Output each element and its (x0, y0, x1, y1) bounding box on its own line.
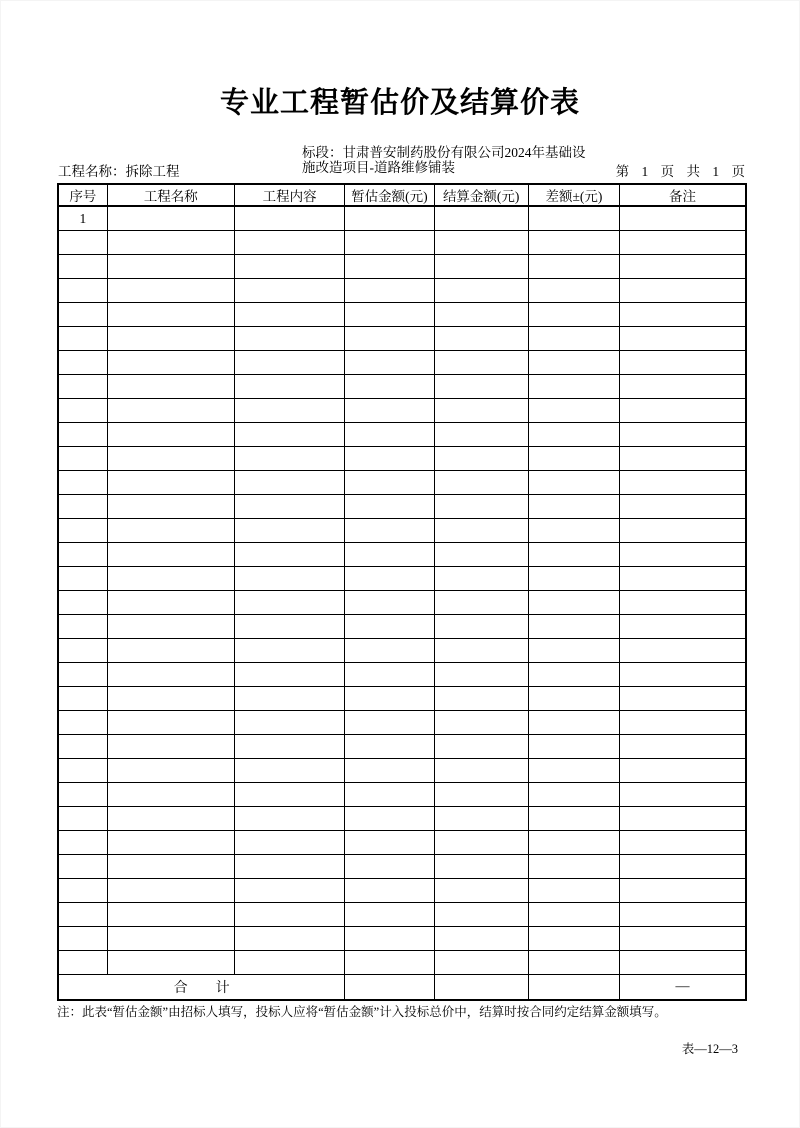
table-cell (235, 831, 345, 855)
table-cell (345, 495, 434, 519)
table-cell (235, 255, 345, 279)
table-cell (58, 687, 107, 711)
table-cell (345, 206, 434, 231)
table-cell (107, 663, 234, 687)
table-cell (345, 423, 434, 447)
table-cell (528, 687, 619, 711)
table-cell (235, 206, 345, 231)
table-cell (58, 327, 107, 351)
table-cell (528, 543, 619, 567)
table-cell (58, 255, 107, 279)
table-cell (620, 495, 746, 519)
table-cell (58, 759, 107, 783)
page-indicator: 第 1 页 共 1 页 (615, 164, 745, 179)
table-cell (58, 951, 107, 975)
column-header-5: 差额±(元) (528, 184, 619, 206)
table-cell (235, 711, 345, 735)
table-cell (107, 783, 234, 807)
table-cell (434, 567, 528, 591)
table-cell (434, 206, 528, 231)
table-cell (235, 879, 345, 903)
table-cell (528, 663, 619, 687)
table-cell (528, 879, 619, 903)
table-cell (345, 567, 434, 591)
table-cell (107, 495, 234, 519)
table-cell (620, 951, 746, 975)
document-meta (57, 143, 747, 181)
table-cell (235, 759, 345, 783)
table-cell (58, 711, 107, 735)
table-cell (58, 543, 107, 567)
table-cell (620, 855, 746, 879)
table-row (58, 687, 746, 711)
table-cell (434, 423, 528, 447)
table-cell (107, 231, 234, 255)
table-row (58, 519, 746, 543)
table-cell (528, 471, 619, 495)
table-cell (107, 591, 234, 615)
table-cell (434, 639, 528, 663)
table-cell (528, 831, 619, 855)
table-cell (345, 327, 434, 351)
table-cell (107, 759, 234, 783)
table-cell (620, 543, 746, 567)
total-estimate-cell (345, 975, 434, 1001)
table-cell (107, 831, 234, 855)
table-cell (528, 399, 619, 423)
table-cell (528, 807, 619, 831)
table-cell (345, 759, 434, 783)
table-cell (620, 471, 746, 495)
table-cell (107, 711, 234, 735)
table-row (58, 927, 746, 951)
table-row (58, 879, 746, 903)
table-cell (434, 447, 528, 471)
table-cell (345, 255, 434, 279)
table-cell (235, 591, 345, 615)
table-cell (345, 399, 434, 423)
table-cell (107, 879, 234, 903)
table-row (58, 903, 746, 927)
table-cell (58, 423, 107, 447)
table-cell (620, 663, 746, 687)
table-cell (345, 471, 434, 495)
table-cell (620, 447, 746, 471)
table-cell (620, 206, 746, 231)
table-cell (235, 807, 345, 831)
column-header-2: 工程内容 (235, 184, 345, 206)
table-cell (528, 279, 619, 303)
table-cell (620, 231, 746, 255)
table-cell (235, 663, 345, 687)
table-cell (434, 615, 528, 639)
table-row (58, 255, 746, 279)
table-cell (434, 591, 528, 615)
table-cell (345, 375, 434, 399)
table-row (58, 639, 746, 663)
table-cell (107, 206, 234, 231)
table-cell (58, 495, 107, 519)
table-cell (528, 951, 619, 975)
table-cell (345, 903, 434, 927)
table-cell (434, 903, 528, 927)
table-cell (345, 735, 434, 759)
table-cell (345, 855, 434, 879)
table-cell (434, 231, 528, 255)
table-row (58, 855, 746, 879)
table-cell (345, 543, 434, 567)
table-cell (528, 447, 619, 471)
table-cell (107, 615, 234, 639)
table-cell (434, 735, 528, 759)
table-cell (620, 783, 746, 807)
table-cell (58, 783, 107, 807)
table-cell (107, 639, 234, 663)
column-header-4: 结算金额(元) (434, 184, 528, 206)
table-cell (528, 519, 619, 543)
table-cell (58, 519, 107, 543)
table-cell (434, 687, 528, 711)
table-cell (434, 711, 528, 735)
table-header-row (58, 184, 746, 206)
section-value: 甘肃普安制药股份有限公司2024年基础设施改造项目-道路维修铺装 (302, 145, 586, 175)
table-cell (528, 711, 619, 735)
table-cell (58, 855, 107, 879)
table-row (58, 543, 746, 567)
form-number: 表—12—3 (681, 1042, 738, 1056)
table-cell (58, 639, 107, 663)
table-cell (235, 615, 345, 639)
table-cell (434, 783, 528, 807)
table-cell (528, 206, 619, 231)
table-cell (345, 783, 434, 807)
table-cell (107, 303, 234, 327)
total-label: 合 计 (58, 975, 345, 1001)
table-cell (620, 879, 746, 903)
table-cell (58, 903, 107, 927)
table-cell (528, 759, 619, 783)
table-cell (107, 351, 234, 375)
table-row (58, 495, 746, 519)
table-body (58, 206, 746, 1000)
table-row (58, 807, 746, 831)
table-cell (528, 567, 619, 591)
table-cell: 1 (58, 206, 107, 231)
table-cell (434, 351, 528, 375)
table-row (58, 206, 746, 231)
table-cell (345, 303, 434, 327)
table-cell (620, 255, 746, 279)
table-cell (620, 615, 746, 639)
table-cell (620, 807, 746, 831)
table-cell (345, 231, 434, 255)
table-cell (620, 591, 746, 615)
table-row (58, 591, 746, 615)
table-row (58, 783, 746, 807)
table-cell (345, 831, 434, 855)
table-cell (620, 567, 746, 591)
project-name (58, 164, 180, 179)
table-cell (528, 423, 619, 447)
table-cell (107, 927, 234, 951)
table-cell (528, 615, 619, 639)
table-cell (345, 615, 434, 639)
table-cell (58, 447, 107, 471)
table-cell (58, 351, 107, 375)
table-cell (620, 903, 746, 927)
table-cell (107, 423, 234, 447)
table-cell (528, 639, 619, 663)
total-remark-cell: — (620, 975, 746, 1001)
table-cell (107, 279, 234, 303)
table-cell (107, 687, 234, 711)
table-cell (528, 783, 619, 807)
table-cell (107, 855, 234, 879)
table-cell (620, 279, 746, 303)
total-settlement-cell (434, 975, 528, 1001)
table-cell (235, 351, 345, 375)
table-cell (345, 687, 434, 711)
total-row (58, 975, 746, 1001)
table-cell (528, 231, 619, 255)
column-header-6: 备注 (620, 184, 746, 206)
project-name-value: 拆除工程 (125, 164, 180, 179)
table-cell (620, 351, 746, 375)
table-cell (434, 663, 528, 687)
table-cell (58, 927, 107, 951)
table-cell (528, 327, 619, 351)
table-cell (107, 255, 234, 279)
table-cell (620, 327, 746, 351)
table-cell (345, 519, 434, 543)
project-name-label: 工程名称： (58, 164, 126, 179)
table-cell (235, 543, 345, 567)
estimate-settlement-table (57, 183, 747, 1001)
table-cell (107, 471, 234, 495)
table-cell (528, 255, 619, 279)
table-cell (620, 735, 746, 759)
table-cell (107, 327, 234, 351)
table-cell (107, 567, 234, 591)
table-cell (528, 351, 619, 375)
table-cell (58, 471, 107, 495)
table-cell (620, 519, 746, 543)
table-cell (58, 663, 107, 687)
table-row (58, 567, 746, 591)
table-cell (235, 951, 345, 975)
section-info (302, 145, 594, 175)
table-cell (434, 279, 528, 303)
table-cell (235, 495, 345, 519)
table-cell (620, 639, 746, 663)
table-cell (58, 615, 107, 639)
table-row (58, 759, 746, 783)
table-cell (620, 831, 746, 855)
table-cell (107, 447, 234, 471)
table-cell (235, 567, 345, 591)
table-cell (58, 399, 107, 423)
table-cell (235, 399, 345, 423)
table-cell (107, 375, 234, 399)
total-difference-cell (528, 975, 619, 1001)
table-cell (345, 879, 434, 903)
table-cell (620, 399, 746, 423)
table-row (58, 303, 746, 327)
table-cell (434, 831, 528, 855)
table-row (58, 231, 746, 255)
table-cell (620, 711, 746, 735)
table-cell (235, 783, 345, 807)
table-cell (620, 927, 746, 951)
table-cell (528, 375, 619, 399)
column-header-3: 暂估金额(元) (345, 184, 434, 206)
table-row (58, 351, 746, 375)
table-cell (434, 951, 528, 975)
document-title: 专业工程暂估价及结算价表 (219, 87, 580, 119)
table-cell (235, 447, 345, 471)
table-row (58, 735, 746, 759)
table-cell (107, 951, 234, 975)
table-cell (434, 375, 528, 399)
table-row (58, 375, 746, 399)
table-cell (434, 255, 528, 279)
table-cell (235, 735, 345, 759)
table-row (58, 423, 746, 447)
table-cell (528, 735, 619, 759)
table-cell (107, 903, 234, 927)
table-cell (235, 927, 345, 951)
table-cell (434, 495, 528, 519)
table-cell (434, 759, 528, 783)
table-cell (345, 639, 434, 663)
table-cell (434, 519, 528, 543)
table-cell (528, 927, 619, 951)
table-cell (58, 831, 107, 855)
table-cell (434, 855, 528, 879)
column-header-1: 工程名称 (107, 184, 234, 206)
table-row (58, 663, 746, 687)
table-cell (345, 447, 434, 471)
table-cell (620, 687, 746, 711)
table-cell (528, 855, 619, 879)
table-cell (235, 471, 345, 495)
table-cell (235, 903, 345, 927)
table-cell (58, 279, 107, 303)
table-cell (58, 807, 107, 831)
table-cell (434, 879, 528, 903)
table-cell (620, 759, 746, 783)
table-cell (58, 735, 107, 759)
table-cell (345, 663, 434, 687)
table-row (58, 951, 746, 975)
table-cell (235, 375, 345, 399)
table-cell (235, 855, 345, 879)
table-cell (107, 543, 234, 567)
table-cell (107, 807, 234, 831)
table-cell (235, 519, 345, 543)
table-row (58, 399, 746, 423)
table-cell (58, 375, 107, 399)
table-row (58, 831, 746, 855)
table-row (58, 447, 746, 471)
table-cell (107, 519, 234, 543)
table-cell (434, 543, 528, 567)
table-cell (58, 879, 107, 903)
table-cell (345, 807, 434, 831)
table-cell (107, 735, 234, 759)
table-cell (434, 807, 528, 831)
column-header-0: 序号 (58, 184, 107, 206)
table-cell (434, 927, 528, 951)
table-cell (434, 303, 528, 327)
table-cell (58, 231, 107, 255)
table-cell (58, 567, 107, 591)
table-cell (235, 327, 345, 351)
table-cell (528, 303, 619, 327)
table-cell (345, 951, 434, 975)
table-cell (235, 303, 345, 327)
table-row (58, 711, 746, 735)
table-cell (434, 471, 528, 495)
table-cell (345, 711, 434, 735)
table-cell (58, 591, 107, 615)
table-row (58, 471, 746, 495)
table-cell (620, 375, 746, 399)
table-cell (620, 303, 746, 327)
table-cell (235, 423, 345, 447)
table-cell (345, 927, 434, 951)
table-cell (235, 231, 345, 255)
table-row (58, 615, 746, 639)
table-cell (434, 399, 528, 423)
table-cell (235, 279, 345, 303)
table-cell (345, 351, 434, 375)
table-cell (528, 903, 619, 927)
table-row (58, 327, 746, 351)
table-cell (528, 591, 619, 615)
table-cell (235, 639, 345, 663)
table-row (58, 279, 746, 303)
table-cell (235, 687, 345, 711)
table-cell (58, 303, 107, 327)
table-cell (528, 495, 619, 519)
table-cell (434, 327, 528, 351)
footnote: 注：此表“暂估金额”由招标人填写，投标人应将“暂估金额”计入投标总价中，结算时按合同约定结算金额填写。 (57, 1005, 667, 1019)
table-cell (345, 591, 434, 615)
table-cell (107, 399, 234, 423)
table-cell (345, 279, 434, 303)
section-label: 标段： (302, 145, 343, 160)
table-cell (620, 423, 746, 447)
